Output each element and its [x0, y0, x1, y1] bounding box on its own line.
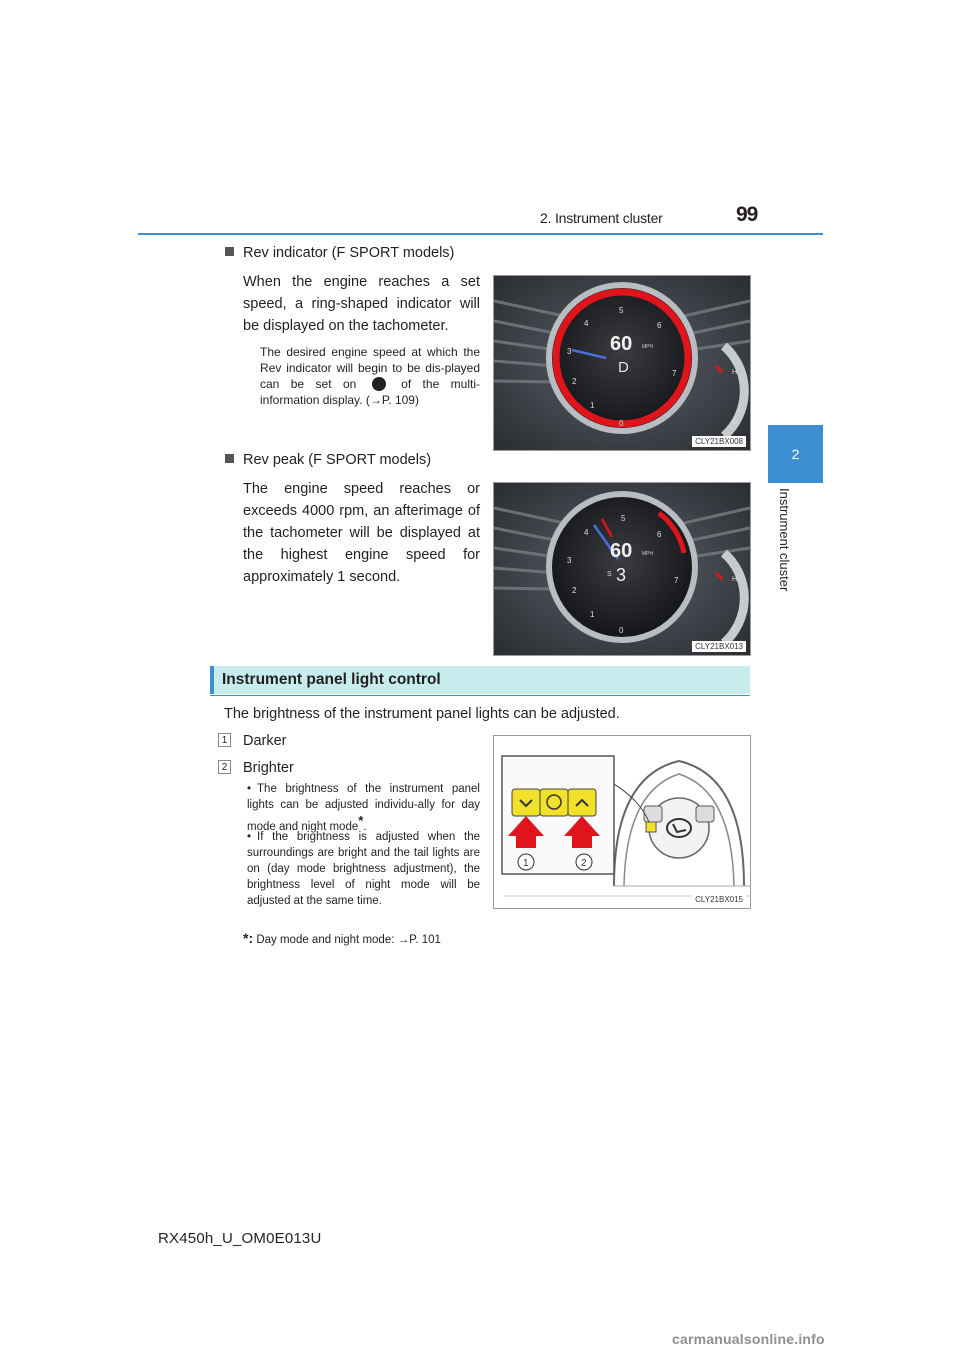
tick-label: 5 [621, 514, 626, 523]
speed-unit: MPH [642, 344, 654, 350]
tick-label: 5 [619, 306, 624, 315]
speed-unit: MPH [642, 551, 654, 557]
callout-2: 2 [581, 858, 587, 869]
rev-indicator-heading: Rev indicator (F SPORT models) [225, 245, 454, 261]
speed-readout: 60 [610, 333, 633, 355]
brighter-button [568, 789, 596, 816]
tick-label: 0 [619, 419, 624, 428]
gear-indicator: D [618, 359, 629, 376]
document-code: RX450h_U_OM0E013U [158, 1230, 322, 1247]
item-number-2: 2 [218, 760, 231, 774]
panel-light-figure [493, 735, 751, 909]
settings-gear-icon [372, 377, 386, 391]
callout-1: 1 [523, 858, 529, 869]
figure-code: CLY21BX015 [692, 894, 746, 905]
rev-indicator-note: The desired engine speed at which the Rev indicator will begin to be dis-played can be set on of the multi-information display. (→P. 109) [260, 345, 480, 407]
rev-peak-heading: Rev peak (F SPORT models) [225, 452, 431, 468]
page-number: 99 [736, 203, 758, 226]
tick-label: 6 [657, 530, 662, 539]
rev-indicator-body: When the engine reaches a set speed, a ring-shaped indicator will be displayed on the tachometer. [243, 274, 480, 334]
temp-cold-mark: C [732, 626, 738, 633]
steering-wheel-switch-illustration [494, 736, 750, 908]
tick-label: 7 [672, 369, 677, 378]
panel-light-note-2: • If the brightness is adjusted when the surroundings are bright and the tail lights are on (day mode brightness adjustment), the brightness level of night mode will be adjusted at the same time. [247, 831, 480, 907]
figure-code: CLY21BX008 [692, 436, 746, 447]
tick-label: 4 [584, 528, 589, 537]
footnote: *: Day mode and night mode: →P. 101 [243, 930, 441, 946]
tick-label: 3 [567, 556, 572, 565]
chapter-tab-label: Instrument cluster [777, 488, 792, 592]
tick-label: 6 [657, 321, 662, 330]
rev-peak-figure [493, 482, 751, 656]
tick-label: 4 [584, 319, 589, 328]
section-heading: Instrument panel light control [222, 671, 441, 688]
square-bullet-icon [225, 454, 234, 463]
header-rule [138, 233, 823, 235]
rev-indicator-figure [493, 275, 751, 451]
figure-code: CLY21BX013 [692, 641, 746, 652]
square-bullet-icon [225, 247, 234, 256]
tick-label: 3 [567, 347, 572, 356]
tick-label: 1 [590, 610, 595, 619]
gear-mode: S [607, 571, 612, 578]
temp-cold-mark: C [732, 419, 738, 426]
header-section-title: 2. Instrument cluster [540, 210, 663, 226]
darker-button [512, 789, 540, 816]
temp-hot-mark: H [732, 576, 738, 583]
watermark: carmanualsonline.info [672, 1331, 825, 1347]
section-rule [210, 695, 750, 696]
tachometer-rev-peak-illustration [494, 483, 750, 655]
tick-label: 1 [590, 401, 595, 410]
rev-peak-body: The engine speed reaches or exceeds 4000 rpm, an afterimage of the tachometer will be displayed at the highest engine speed for approximately 1 second. [243, 481, 480, 585]
temp-hot-mark: H [732, 369, 738, 376]
speed-readout: 60 [610, 540, 633, 562]
gear-indicator: 3 [616, 565, 627, 585]
tick-label: 2 [572, 377, 577, 386]
panel-light-note-1: • The brightness of the instrument panel lights can be adjusted individu-ally for day mode and night mode*. [247, 783, 480, 833]
tick-label: 2 [572, 586, 577, 595]
tachometer-rev-indicator-illustration [494, 276, 750, 450]
panel-light-intro: The brightness of the instrument panel lights can be adjusted. [224, 706, 620, 722]
chapter-tab-number: 2 [791, 446, 800, 462]
item-number-1: 1 [218, 733, 231, 747]
item-brighter-label: Brighter [243, 760, 294, 776]
tick-label: 7 [674, 576, 679, 585]
tick-label: 0 [619, 626, 624, 635]
item-darker-label: Darker [243, 733, 287, 749]
